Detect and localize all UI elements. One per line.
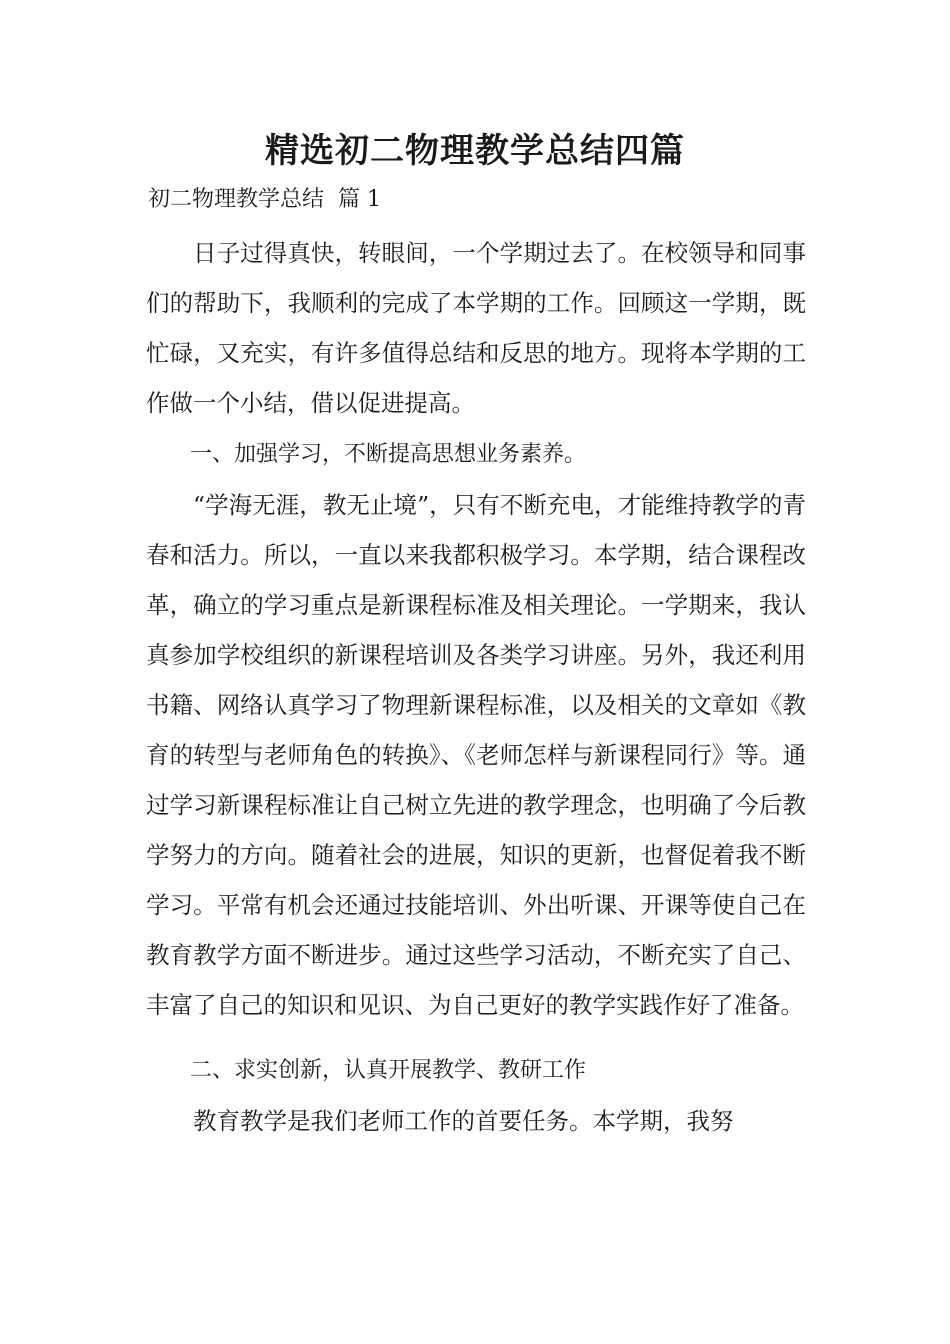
section-label: 初二物理教学总结 篇 1 — [148, 187, 381, 212]
paragraph-teaching: 教育教学是我们老师工作的首要任务。本学期，我努 — [193, 1107, 734, 1135]
document-title: 精选初二物理教学总结四篇 — [265, 131, 685, 171]
document-body — [146, 228, 806, 1146]
paragraph-intro: 日子过得真快，转眼间，一个学期过去了。在校领导和同事们的帮助下，我顺利的完成了本学期的工作。回顾这一学期，既忙碌，又充实，有许多值得总结和反思的地方。现将本学期的工作做一个小结，借以促进提高。 — [146, 239, 806, 417]
paragraph-learning: “学海无涯，教无止境”，只有不断充电，才能维持教学的青春和活力。所以，一直以来我都积极学习。本学期，结合课程改革，确立的学习重点是新课程标准及相关理论。一学期来，我认真参加学校组织的新课程培训及各类学习讲座。另外，我还利用书籍、网络认真学习了物理新课程标准，以及相关的文章如《教育的转型与老师角色的转换》、《老师怎样与新课程同行》等。通过学习新课程标准让自己树立先进的教学理念，也明确了今后教学努力的方向。随着社会的进展，知识的更新，也督促着我不断学习。平常有机会还通过技能培训、外出听课、开课等使自己在教育教学方面不断进步。通过这些学习活动，不断充实了自己、丰富了自己的知识和见识、为自己更好的教学实践作好了准备。 — [146, 491, 806, 1019]
heading-section-1: 一、加强学习，不断提高思想业务素养。 — [190, 442, 587, 467]
heading-section-2: 二、求实创新，认真开展教学、教研工作 — [190, 1058, 587, 1083]
